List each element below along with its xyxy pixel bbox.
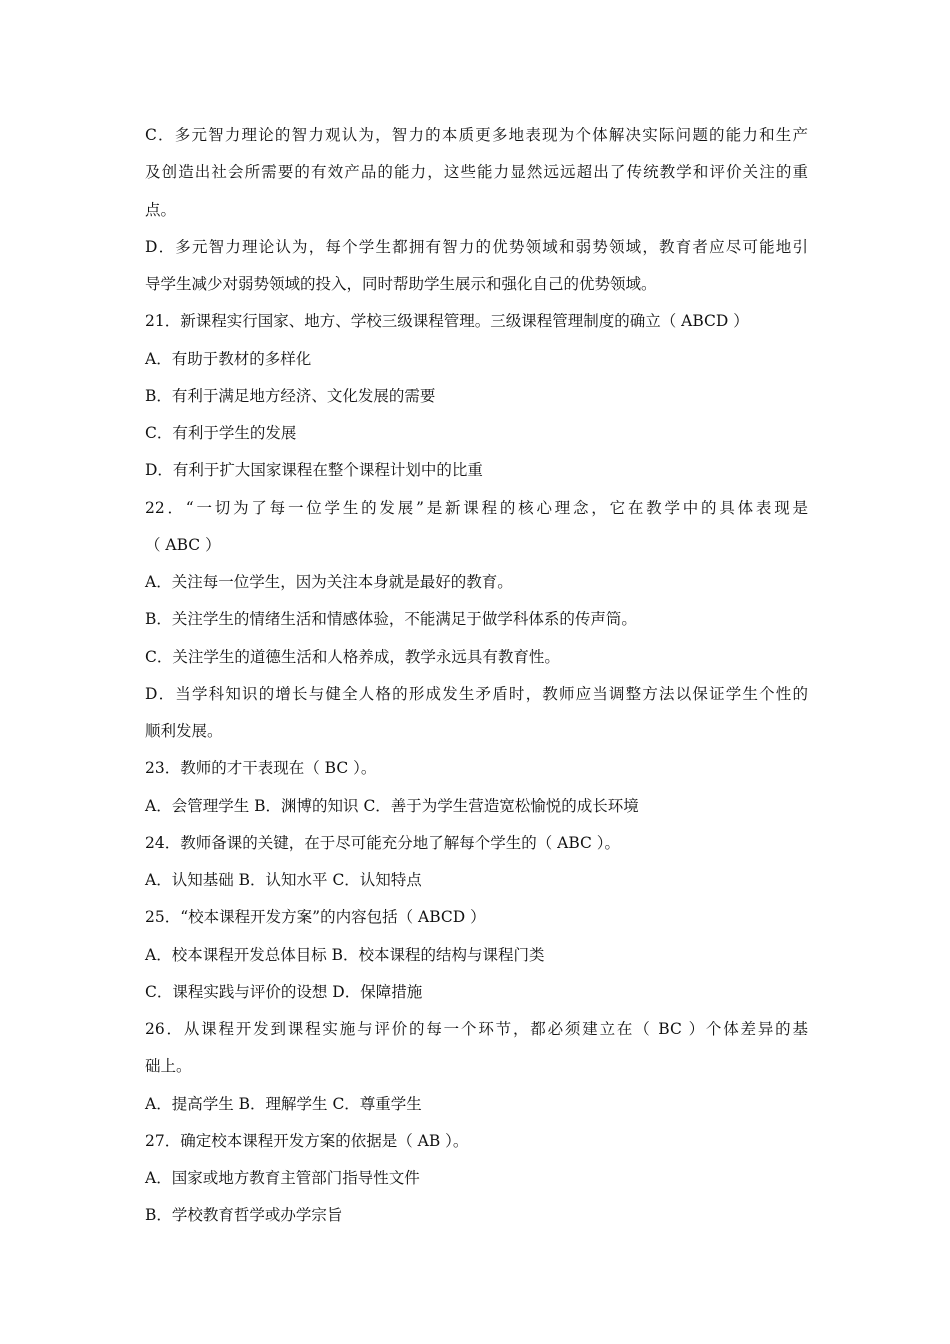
text-line: 础上。: [145, 1057, 192, 1076]
text-line: 顺利发展。: [145, 722, 223, 740]
text-line: C．有利于学生的发展: [145, 424, 297, 442]
text-line: 点。: [145, 200, 177, 219]
text-line: 22．“一切为了每一位学生的发展”是新课程的核心理念，它在教学中的具体表现是: [145, 498, 808, 517]
text-line: B．有利于满足地方经济、文化发展的需要: [145, 386, 436, 405]
text-line: B．关注学生的情绪生活和情感体验，不能满足于做学科体系的传声筒。: [145, 610, 637, 629]
text-line: D．当学科知识的增长与健全人格的形成发生矛盾时，教师应当调整方法以保证学生个性的: [145, 684, 808, 703]
text-line: A．有助于教材的多样化: [145, 349, 312, 368]
text-line: 27．确定校本课程开发方案的依据是（ AB ）。: [145, 1131, 469, 1150]
text-line: A．校本课程开发总体目标 B．校本课程的结构与课程门类: [145, 945, 545, 964]
text-line: C．课程实践与评价的设想 D．保障措施: [145, 982, 423, 1001]
text-line: 25．“校本课程开发方案”的内容包括（ ABCD ）: [145, 908, 486, 927]
text-line: A．国家或地方教育主管部门指导性文件: [145, 1169, 420, 1187]
text-line: 21．新课程实行国家、地方、学校三级课程管理。三级课程管理制度的确立（ ABCD ）: [145, 312, 749, 331]
text-line: 24．教师备课的关键，在于尽可能充分地了解每个学生的（ ABC ）。: [145, 833, 621, 852]
text-line: A．关注每一位学生，因为关注本身就是最好的教育。: [145, 573, 513, 591]
document-body: [145, 117, 808, 1235]
text-line: 导学生减少对弱势领域的投入，同时帮助学生展示和强化自己的优势领域。: [145, 275, 657, 293]
text-line: 及创造出社会所需要的有效产品的能力，这些能力显然远远超出了传统教学和评价关注的重: [145, 163, 808, 182]
text-line: D．多元智力理论认为，每个学生都拥有智力的优势领域和弱势领域，教育者应尽可能地引: [145, 237, 808, 256]
text-line: C．多元智力理论的智力观认为，智力的本质更多地表现为个体解决实际问题的能力和生产: [145, 126, 808, 144]
text-line: 23．教师的才干表现在（ BC ）。: [145, 759, 377, 778]
text-line: A．会管理学生 B．渊博的知识 C．善于为学生营造宽松愉悦的成长环境: [145, 796, 639, 815]
text-line: A．认知基础 B．认知水平 C．认知特点: [145, 871, 422, 889]
text-line: C．关注学生的道德生活和人格养成，教学永远具有教育性。: [145, 647, 560, 666]
text-line: A．提高学生 B．理解学生 C．尊重学生: [145, 1094, 422, 1113]
text-line: B．学校教育哲学或办学宗旨: [145, 1206, 343, 1225]
text-line: D．有利于扩大国家课程在整个课程计划中的比重: [145, 461, 483, 480]
text-line: 26．从课程开发到课程实施与评价的每一个环节，都必须建立在（ BC ）个体差异的基: [145, 1020, 808, 1038]
text-line: （ ABC ）: [145, 535, 221, 554]
